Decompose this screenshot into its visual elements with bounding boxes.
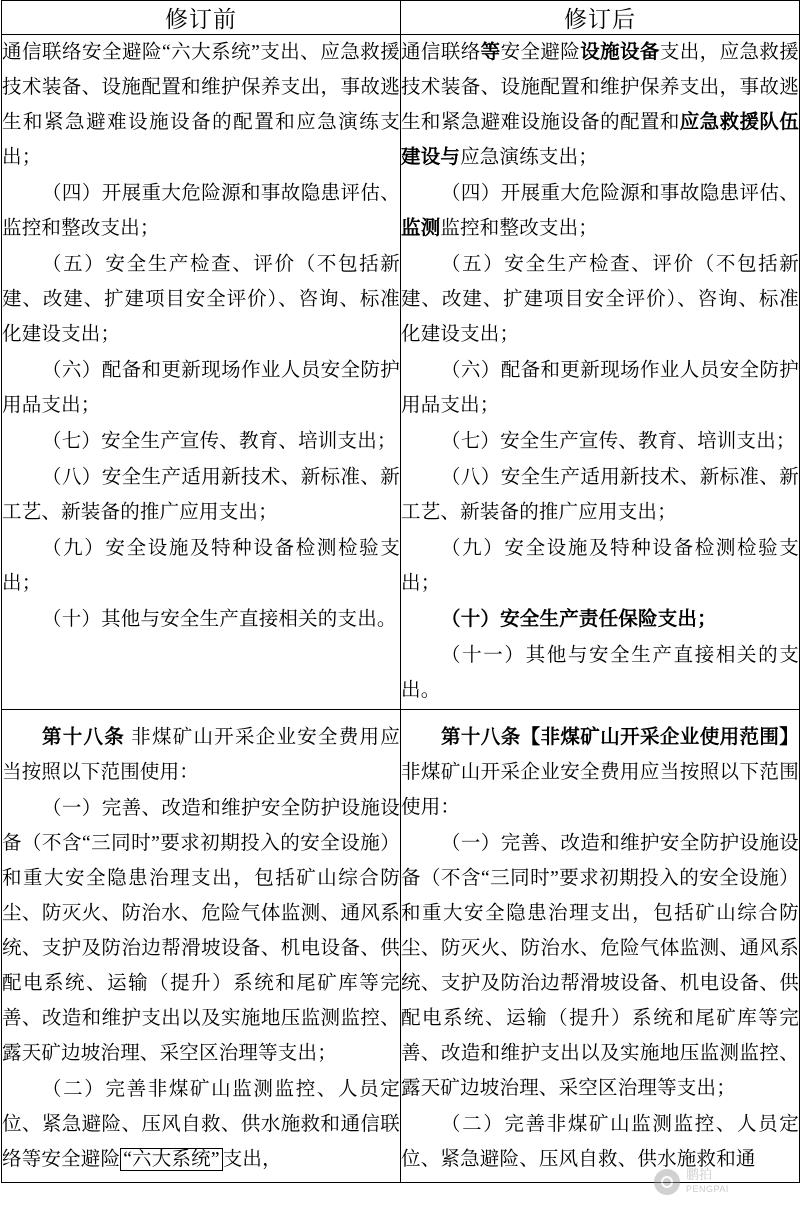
paragraph — [401, 531, 799, 601]
paragraph — [2, 531, 400, 601]
cell-after-2 — [401, 710, 800, 1183]
paragraph — [2, 353, 400, 423]
table-row — [2, 35, 800, 710]
text-run: （二）完善非煤矿山监测监控、人员定位、紧急避险、压风自救、供水施救和通 — [401, 1114, 799, 1170]
paragraph — [2, 720, 400, 790]
paragraph — [401, 176, 799, 246]
text-run: （十一）其他与安全生产直接相关的支出。 — [401, 645, 799, 701]
text-run: （八）安全生产适用新技术、新标准、新工艺、新装备的推广应用支出； — [2, 467, 400, 523]
table-header-row — [2, 1, 800, 35]
cell-after-1 — [401, 35, 800, 710]
text-run: 安全避险 — [500, 42, 581, 63]
text-run: 通信联络安全避险“六大系统”支出、应急救援技术装备、设施配置和维护保养支出，事故逃生和紧急避难设施设备的配置和应急演练支出； — [2, 42, 400, 168]
watermark-logo-icon — [654, 1169, 680, 1195]
text-run: 监控和整改支出； — [440, 218, 599, 239]
watermark — [654, 1164, 786, 1200]
watermark-sub: PENGPAI — [686, 1184, 729, 1194]
revised-text: （十）安全生产责任保险支出； — [441, 609, 717, 630]
paragraph — [2, 1072, 400, 1177]
text-run: （九）安全设施及特种设备检测检验支出； — [401, 538, 799, 594]
text-run: （五）安全生产检查、评价（不包括新建、改建、扩建项目安全评价）、咨询、标准化建设支出； — [401, 254, 799, 345]
paragraph — [2, 791, 400, 1071]
paragraph — [401, 460, 799, 530]
paragraph — [401, 602, 799, 637]
text-run: 非煤矿山开采企业安全费用应当按照以下范围使用： — [401, 762, 799, 818]
paragraph — [2, 35, 400, 175]
text-run: （四）开展重大危险源和事故隐患评估、监控和整改支出； — [2, 183, 400, 239]
column-header-after: 修订后 — [401, 1, 800, 35]
highlighted-text: “六大系统” — [120, 1148, 223, 1171]
revision-comparison-table — [1, 0, 800, 1183]
column-header-before: 修订前 — [2, 1, 401, 35]
text-run: （七）安全生产宣传、教育、培训支出； — [42, 431, 397, 452]
text-run: 通信联络 — [401, 42, 481, 63]
text-run: （六）配备和更新现场作业人员安全防护用品支出； — [401, 360, 799, 416]
cell-before-1 — [2, 35, 401, 710]
text-run: （六）配备和更新现场作业人员安全防护用品支出； — [2, 360, 400, 416]
text-run: （十）其他与安全生产直接相关的支出。 — [42, 609, 397, 630]
paragraph — [401, 424, 799, 459]
paragraph — [401, 35, 799, 175]
paragraph — [401, 247, 799, 352]
revised-text: 等 — [480, 42, 501, 63]
text-run: 应急演练支出； — [460, 147, 599, 168]
text-run: （四）开展重大危险源和事故隐患评估、 — [441, 183, 799, 204]
paragraph — [401, 720, 799, 825]
text-run: 非煤矿山开采企业安全费用应当按照以下范围使用： — [2, 727, 400, 783]
text-run: 支出，应急救援技术装备、设施配置和维护保养支出，事故逃生和紧急避难设施设备的配置和 — [401, 42, 799, 133]
text-run: （二）完善非煤矿山监测监控、人员定位、紧急避险、压风自救、供水施救和通信联络等安全避险 — [2, 1079, 400, 1170]
revised-text: 设施设备 — [580, 42, 660, 63]
watermark-label — [686, 1167, 729, 1197]
paragraph — [2, 460, 400, 530]
text-run: （八）安全生产适用新技术、新标准、新工艺、新装备的推广应用支出； — [401, 467, 799, 523]
table-row — [2, 710, 800, 1183]
text-run: 支出， — [222, 1149, 282, 1170]
text-run: （九）安全设施及特种设备检测检验支出； — [2, 538, 400, 594]
paragraph — [2, 247, 400, 352]
paragraph — [2, 602, 400, 637]
paragraph — [401, 638, 799, 708]
watermark-name: 鹏拍 — [686, 1167, 713, 1182]
text-run: （一）完善、改造和维护安全防护设施设备（不含“三同时”要求初期投入的安全设施）和重大安全隐患治理支出，包括矿山综合防尘、防灭火、防治水、危险气体监测、通风系统、支护及防治边帮滑坡设备、机电设备、供配电系统、运输（提升）系统和尾矿库等完善、改造和维护支出以及实施地压监测监控、露天矿边坡治理、采空区治理等支出； — [2, 798, 400, 1064]
paragraph — [401, 826, 799, 1106]
text-run: （一）完善、改造和维护安全防护设施设备（不含“三同时”要求初期投入的安全设施）和重大安全隐患治理支出，包括矿山综合防尘、防灭火、防治水、危险气体监测、通风系统、支护及防治边帮滑坡设备、机电设备、供配电系统、运输（提升）系统和尾矿库等完善、改造和维护支出以及实施地压监测监控、露天矿边坡治理、采空区治理等支出； — [401, 833, 799, 1099]
revised-text: 第十八条 — [42, 727, 126, 748]
revised-text: 应急救援队伍建设与 — [401, 112, 799, 168]
paragraph — [2, 176, 400, 246]
paragraph — [2, 424, 400, 459]
cell-before-2 — [2, 710, 401, 1183]
paragraph — [401, 353, 799, 423]
text-run: （五）安全生产检查、评价（不包括新建、改建、扩建项目安全评价）、咨询、标准化建设支出； — [2, 254, 400, 345]
revised-text: 第十八条【非煤矿山开采企业使用范围】 — [441, 727, 799, 748]
revised-text: 监测 — [401, 218, 441, 239]
text-run: （七）安全生产宣传、教育、培训支出； — [441, 431, 796, 452]
